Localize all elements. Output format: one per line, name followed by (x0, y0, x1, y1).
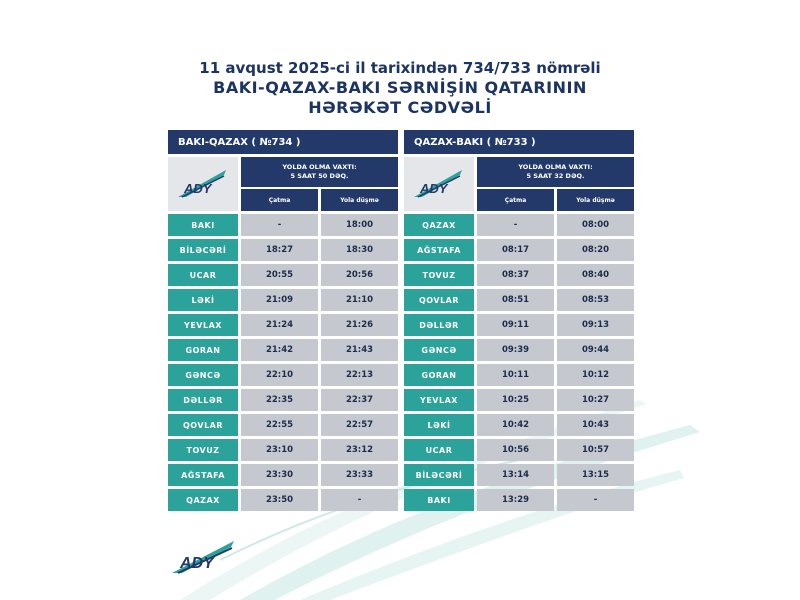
logo-text: ADY (184, 181, 212, 196)
arrival-time: 08:37 (477, 264, 554, 286)
title-line-2: BAKI-QAZAX-BAKI SƏRNİŞİN QATARININ (213, 78, 587, 97)
station-name: BİLƏCƏRİ (404, 464, 474, 486)
station-name: GƏNCƏ (168, 364, 238, 386)
title-line-3: HƏRƏKƏT CƏDVƏLİ (308, 98, 492, 117)
station-name: LƏKİ (404, 414, 474, 436)
travel-time-label: YOLDA OLMA VAXTI: (282, 163, 357, 171)
arrival-time: 23:30 (241, 464, 318, 486)
travel-time-box (477, 157, 634, 187)
travel-time-value: 5 SAAT 32 DƏQ. (526, 172, 585, 180)
ady-logo (404, 157, 474, 211)
departure-time: 10:12 (557, 364, 634, 386)
arrival-time: - (477, 214, 554, 236)
arrival-time: 23:50 (241, 489, 318, 511)
table-row (168, 264, 398, 286)
table-row (404, 214, 634, 236)
schedule-panel-qazax-baki (404, 130, 634, 514)
station-name: QAZAX (404, 214, 474, 236)
departure-time: 22:37 (321, 389, 398, 411)
table-row (404, 239, 634, 261)
ady-logo (168, 157, 238, 211)
arrival-time: 09:39 (477, 339, 554, 361)
station-name: UCAR (168, 264, 238, 286)
departure-time: 08:20 (557, 239, 634, 261)
travel-time-value: 5 SAAT 50 DƏQ. (290, 172, 349, 180)
arrival-time: 21:09 (241, 289, 318, 311)
arrival-time: 20:55 (241, 264, 318, 286)
departure-time: - (321, 489, 398, 511)
arrival-time: 10:25 (477, 389, 554, 411)
arrival-time: 23:10 (241, 439, 318, 461)
departure-time: - (557, 489, 634, 511)
table-row (404, 489, 634, 511)
table-row (404, 339, 634, 361)
table-row (168, 439, 398, 461)
table-row (168, 314, 398, 336)
logo-text: ADY (180, 555, 214, 572)
departure-time: 21:10 (321, 289, 398, 311)
logo-text: ADY (420, 181, 448, 196)
station-name: UCAR (404, 439, 474, 461)
station-name: BAKI (404, 489, 474, 511)
arrival-time: 10:56 (477, 439, 554, 461)
table-row (404, 364, 634, 386)
departure-time: 22:57 (321, 414, 398, 436)
table-row (404, 389, 634, 411)
departure-time: 18:00 (321, 214, 398, 236)
ady-logo-bottom (168, 537, 240, 581)
table-row (168, 414, 398, 436)
arrival-time: 13:29 (477, 489, 554, 511)
arrival-time: 22:10 (241, 364, 318, 386)
travel-time-label: YOLDA OLMA VAXTI: (518, 163, 593, 171)
table-row (168, 214, 398, 236)
schedule-rows (404, 214, 634, 511)
arrival-time: 08:51 (477, 289, 554, 311)
table-row (168, 364, 398, 386)
arrival-time: 09:11 (477, 314, 554, 336)
title-block (0, 58, 800, 118)
arrival-time: 22:35 (241, 389, 318, 411)
table-row (168, 489, 398, 511)
table-row (404, 464, 634, 486)
arrival-time: 21:42 (241, 339, 318, 361)
station-name: BAKI (168, 214, 238, 236)
departure-time: 10:57 (557, 439, 634, 461)
departure-time: 22:13 (321, 364, 398, 386)
table-row (168, 389, 398, 411)
station-name: AĞSTAFA (168, 464, 238, 486)
station-name: GORAN (168, 339, 238, 361)
departure-time: 23:33 (321, 464, 398, 486)
table-row (168, 239, 398, 261)
table-row (168, 339, 398, 361)
departure-time: 20:56 (321, 264, 398, 286)
table-row (168, 464, 398, 486)
departure-time: 08:53 (557, 289, 634, 311)
departure-time: 23:12 (321, 439, 398, 461)
station-name: DƏLLƏR (168, 389, 238, 411)
arrival-time: 18:27 (241, 239, 318, 261)
station-name: QOVLAR (168, 414, 238, 436)
departure-time: 10:27 (557, 389, 634, 411)
station-name: AĞSTAFA (404, 239, 474, 261)
station-name: TOVUZ (168, 439, 238, 461)
table-row (404, 414, 634, 436)
departure-time: 09:44 (557, 339, 634, 361)
table-row (404, 289, 634, 311)
table-row (404, 314, 634, 336)
station-name: YEVLAX (404, 389, 474, 411)
station-name: LƏKİ (168, 289, 238, 311)
departure-time: 21:26 (321, 314, 398, 336)
arrival-time: 21:24 (241, 314, 318, 336)
panel-header: QAZAX-BAKI ( №733 ) (404, 130, 634, 154)
departure-time: 08:40 (557, 264, 634, 286)
schedule-panel-baki-qazax (168, 130, 398, 514)
table-row (404, 439, 634, 461)
title-line-1: 11 avqust 2025-ci il tarixindən 734/733 nömrəli (199, 59, 601, 77)
departure-time: 09:13 (557, 314, 634, 336)
column-header-arrival: Çatma (241, 189, 318, 211)
departure-time: 10:43 (557, 414, 634, 436)
arrival-time: 10:11 (477, 364, 554, 386)
station-name: QOVLAR (404, 289, 474, 311)
table-row (168, 289, 398, 311)
panel-header: BAKI-QAZAX ( №734 ) (168, 130, 398, 154)
station-name: BİLƏCƏRİ (168, 239, 238, 261)
station-name: GƏNCƏ (404, 339, 474, 361)
table-row (404, 264, 634, 286)
arrival-time: - (241, 214, 318, 236)
station-name: DƏLLƏR (404, 314, 474, 336)
arrival-time: 08:17 (477, 239, 554, 261)
departure-time: 18:30 (321, 239, 398, 261)
station-name: YEVLAX (168, 314, 238, 336)
travel-time-box (241, 157, 398, 187)
station-name: GORAN (404, 364, 474, 386)
departure-time: 08:00 (557, 214, 634, 236)
station-name: TOVUZ (404, 264, 474, 286)
column-header-departure: Yola düşmə (321, 189, 398, 211)
departure-time: 21:43 (321, 339, 398, 361)
arrival-time: 10:42 (477, 414, 554, 436)
departure-time: 13:15 (557, 464, 634, 486)
arrival-time: 22:55 (241, 414, 318, 436)
arrival-time: 13:14 (477, 464, 554, 486)
schedule-rows (168, 214, 398, 511)
station-name: QAZAX (168, 489, 238, 511)
column-header-departure: Yola düşmə (557, 189, 634, 211)
column-header-arrival: Çatma (477, 189, 554, 211)
